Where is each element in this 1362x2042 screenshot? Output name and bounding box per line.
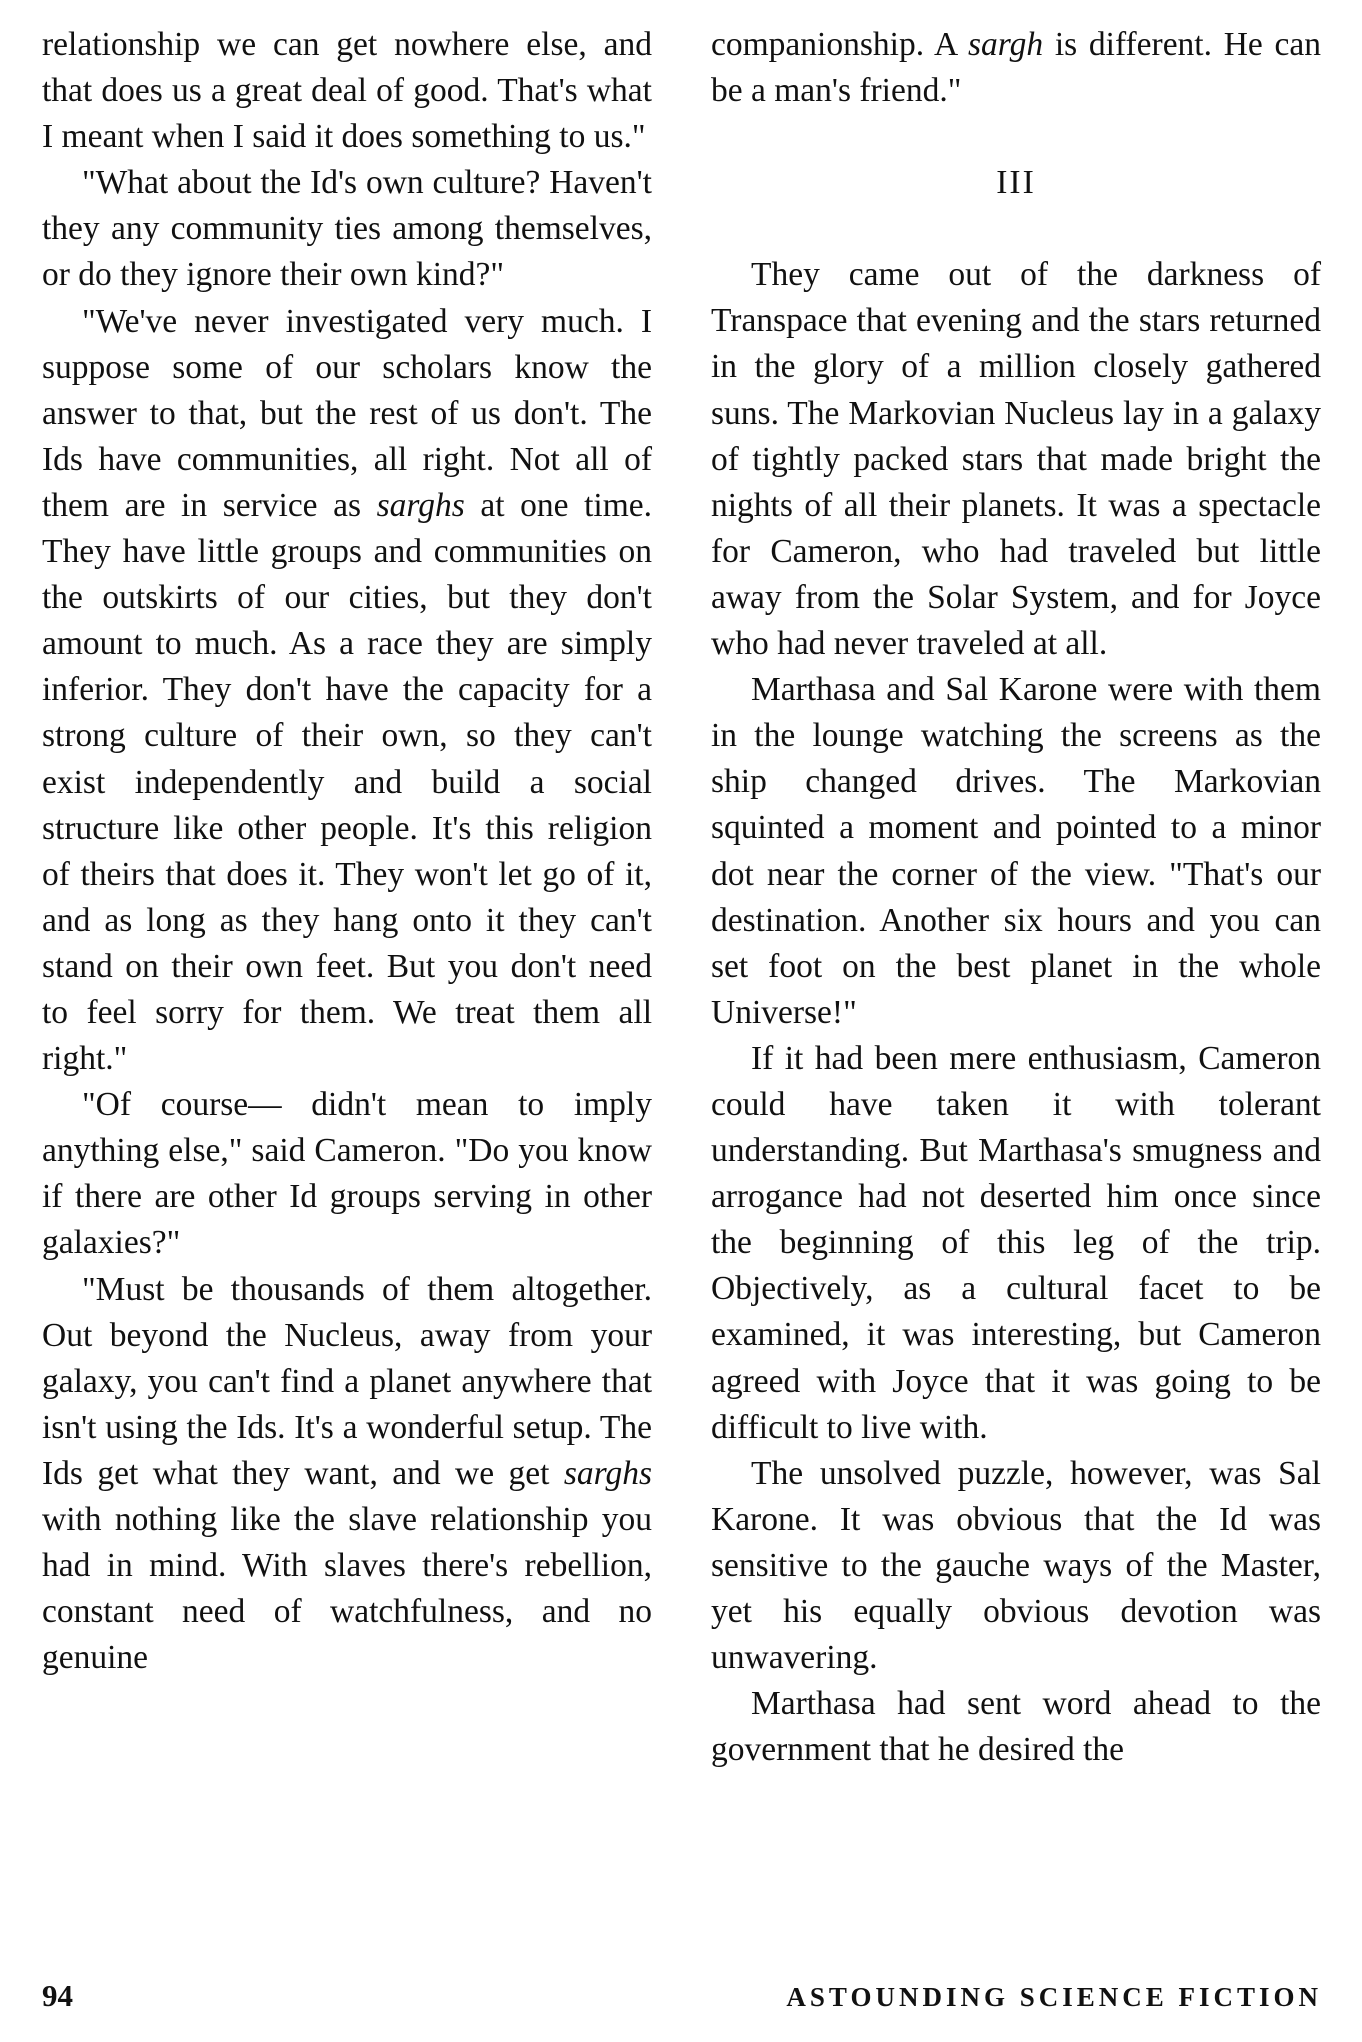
paragraph: If it had been mere enthusiasm, Cameron could have taken it with tolerant understanding. But Marthasa's smugness and arrogance had not deserted him once since the beginning of this leg of the trip. Objectively, as a cultural facet to be examined, it was interesting, but Cameron agreed with Joyce that it was going to be difficult to live with. — [711, 1039, 1321, 1446]
paragraph-text: "We've never investigated very much. I suppose some of our scholars know the answer to that, but the rest of us don't. The Ids have communities, all right. Not all of them are in service as — [42, 302, 652, 524]
paragraph: They came out of the darkness of Transpace that evening and the stars returned in the glory of a million closely gathered suns. The Markovian Nucleus lay in a galaxy of tightly packed stars that made bright the nights of all their planets. It was a spectacle for Cameron, who had traveled but little away from the Solar System, and for Joyce who had never traveled at all. — [711, 256, 1321, 663]
paragraph: The unsolved puzzle, however, was Sal Karone. It was obvious that the Id was sensitive to the gauche ways of the Master, yet his equally obvious devotion was unwavering. — [711, 1454, 1321, 1677]
paragraph — [42, 1267, 652, 1682]
italic-word: sarghs — [563, 1454, 652, 1492]
paragraph-text: "Must be thousands of them altogether. Out beyond the Nucleus, away from your galaxy, you can't find a planet anywhere that isn't using the Ids. It's a wonderful setup. The Ids get what they want, and we get — [42, 1270, 652, 1492]
right-column — [711, 22, 1321, 1773]
paragraph: relationship we can get nowhere else, and that does us a great deal of good. That's what I meant when I said it does something to us." — [42, 26, 652, 156]
paragraph: "What about the Id's own culture? Haven't they any community ties among themselves, or do they ignore their own kind?" — [42, 164, 652, 294]
running-title: ASTOUNDING SCIENCE FICTION — [786, 1982, 1322, 2012]
paragraph-text: with nothing like the slave relationship you had in mind. With slaves there's rebellion, constant need of watchfulness, and no genuine — [42, 1501, 652, 1677]
left-column — [42, 22, 652, 1681]
paragraph-text: is different. He can be a man's friend." — [711, 26, 1321, 110]
section-heading: III — [996, 164, 1036, 202]
paragraph — [711, 22, 1321, 114]
paragraph — [42, 299, 652, 1083]
italic-word: sarghs — [376, 486, 465, 524]
paragraph: "Of course— didn't mean to imply anything else," said Cameron. "Do you know if there are other Id groups serving in other galaxies?" — [42, 1086, 652, 1262]
paragraph: Marthasa and Sal Karone were with them in the lounge watching the screens as the ship changed drives. The Markovian squinted a moment and pointed to a minor dot near the corner of the view. "That's our destination. Another six hours and you can set foot on the best planet in the whole Universe!" — [711, 671, 1321, 1031]
paragraph-text: at one time. They have little groups and communities on the outskirts of our cities, but they don't amount to much. As a race they are simply inferior. They don't have the capacity for a strong culture of their own, so they can't exist independently and build a social structure like other people. It's this religion of theirs that does it. They won't let go of it, and as long as they hang onto it they can't stand on their own feet. But you don't need to feel sorry for them. We treat them all right." — [42, 486, 652, 1078]
paragraph-text: companionship. A — [711, 26, 969, 63]
page-number: 94 — [42, 1978, 73, 2013]
paragraph: Marthasa had sent word ahead to the government that he desired the — [711, 1685, 1321, 1769]
italic-word: sargh — [968, 26, 1044, 63]
